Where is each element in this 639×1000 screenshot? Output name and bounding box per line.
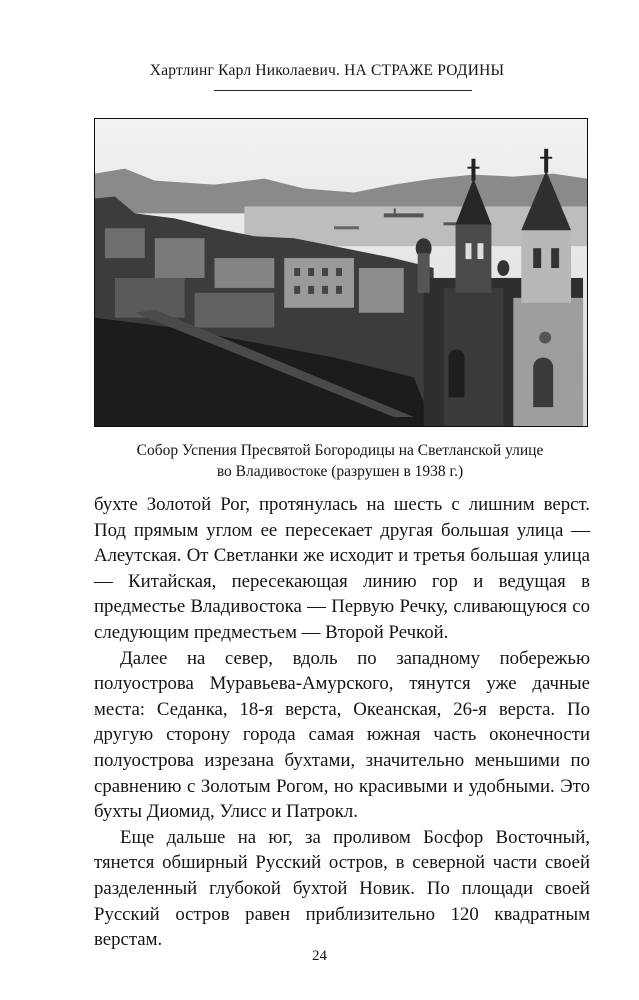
page-number: 24 xyxy=(312,948,327,964)
figure-caption xyxy=(80,440,600,482)
cathedral-photo-illustration xyxy=(95,119,587,426)
paragraph-2: Далее на север, вдоль по западному побережью полуострова Муравьева-Амурского, тянутся уже дачные места: Седанка, 18-я верста, Океанская, 26-я верста. По другую сторону города самая южная часть оконечности полуострова изрезана бухтами, значительно меньшими по сравнению с Золотым Рогом, но красивыми и удобными. Это бухты Диомид, Улисс и Патрокл. xyxy=(94,647,590,823)
paragraph-1: бухте Золотой Рог, протянулась на шесть с лишним верст. Под прямым углом ее пересекает другая большая улица — Алеутская. От Светланки же исходит и третья большая улица — Китайская, пересекающая линию гор и ведущая в предместье Владивостока — Первую Речку, сливающуюся со следующим предместьем — Второй Речкой. xyxy=(94,494,590,643)
cathedral-photograph xyxy=(94,118,588,427)
header-rule xyxy=(214,90,472,91)
caption-line-1: Собор Успения Пресвятой Богородицы на Светланской улице xyxy=(136,442,544,459)
caption-line-2: во Владивостоке (разрушен в 1938 г.) xyxy=(216,463,464,480)
body-text xyxy=(94,492,590,953)
running-header: Хартлинг Карл Николаевич. НА СТРАЖЕ РОДИНЫ xyxy=(149,62,505,79)
paragraph-3: Еще дальше на юг, за проливом Босфор Восточный, тянется обширный Русский остров, в северной части своей разделенный глубокой бухтой Новик. По площади своей Русский остров равен приблизительно 120 квадратным верстам. xyxy=(94,826,590,951)
